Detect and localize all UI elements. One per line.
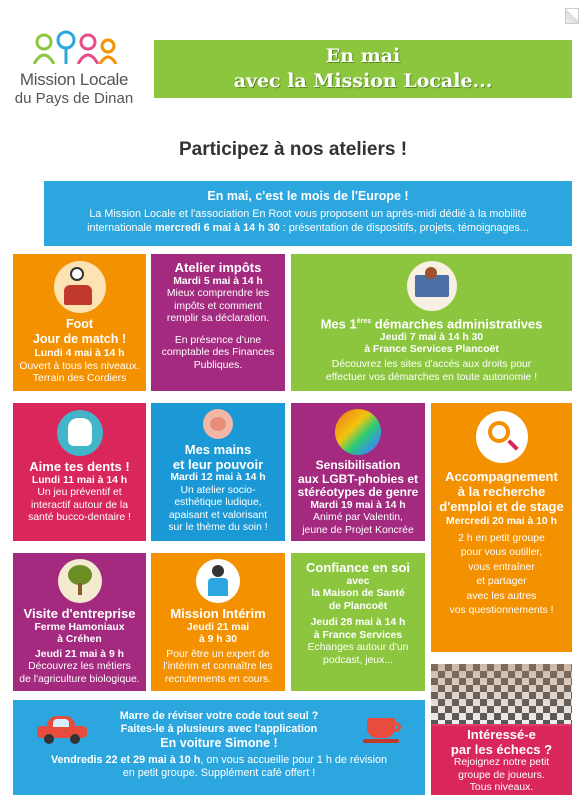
demarches-tile xyxy=(291,254,572,391)
europe-line1: La Mission Locale et l'association En Root vous proposent un après-midi dédié à la mobilité xyxy=(89,207,527,220)
mains-desc-4: sur le thème du soin ! xyxy=(168,522,268,534)
lgbt-desc-1: Animé par Valentin, xyxy=(313,512,403,524)
dents-desc-1: Un jeu préventif et xyxy=(37,487,122,499)
tooth-icon xyxy=(57,410,103,456)
impots-note-3: Publiques. xyxy=(193,360,243,372)
echecs-desc-1: Rejoignez notre petit xyxy=(453,757,550,769)
dents-desc-3: santé bucco-dentaire ! xyxy=(28,512,131,524)
code-line2: Faites-le à plusieurs avec l'application xyxy=(120,723,318,735)
foot-line1: Ouvert à tous les niveaux. xyxy=(19,360,140,372)
logo-line1: Mission Locale xyxy=(19,70,129,89)
confiance-desc-1: Echanges autour d'un xyxy=(307,642,409,654)
hands-illustration xyxy=(203,409,233,439)
emploi-desc-5: avec les autres xyxy=(466,590,537,602)
diversity-illustration xyxy=(335,409,381,455)
impots-title: Atelier impôts xyxy=(174,260,262,275)
visite-desc-2: de l'agriculture biologique. xyxy=(19,673,140,685)
confiance-date: Jeudi 28 mai à 14 h xyxy=(310,617,406,629)
football-illustration xyxy=(54,261,106,313)
page-subtitle: Participez à nos ateliers ! xyxy=(178,139,408,160)
emploi-desc-2: pour vous outiller, xyxy=(460,547,543,559)
interim-desc-2: l'intérim et connaître les xyxy=(163,661,273,673)
echecs-desc-3: Tous niveaux. xyxy=(469,782,534,794)
interim-title: Mission Intérim xyxy=(170,606,266,621)
impots-desc-1: Mieux comprendre les xyxy=(166,288,270,300)
impots-date: Mardi 5 mai à 14 h xyxy=(173,275,263,287)
emploi-tile xyxy=(431,403,572,652)
confiance-title: Confiance en soi xyxy=(305,560,411,575)
mains-desc-1: Un atelier socio- xyxy=(180,484,256,496)
impots-desc-3: remplir sa déclaration. xyxy=(166,313,270,325)
interim-date1: Jeudi 21 mai xyxy=(186,621,250,633)
header-banner xyxy=(154,40,572,98)
emploi-desc-6: vos questionnements ! xyxy=(449,605,554,617)
lgbt-title1: Sensibilisation xyxy=(315,458,401,472)
visite-sub2: à Créhen xyxy=(57,634,102,646)
visite-desc-1: Découvrez les métiers xyxy=(28,661,131,673)
mains-desc-3: apaisant et valorisant xyxy=(168,509,268,521)
code-tile xyxy=(13,700,425,795)
banner-line2: avec la Mission Locale... xyxy=(233,70,493,92)
emploi-desc-1: 2 h en petit groupe xyxy=(458,532,545,544)
demarches-title: Mes 1ères démarches administratives xyxy=(320,316,543,332)
demarches-date: Jeudi 7 mai à 14 h 30 xyxy=(379,331,484,343)
lgbt-tile xyxy=(291,403,425,541)
dents-date: Lundi 11 mai à 14 h xyxy=(31,474,128,486)
demarches-place: à France Services Plancoët xyxy=(364,344,499,356)
interim-tile xyxy=(151,553,285,691)
tree-illustration xyxy=(58,559,102,603)
demarches-line1: Découvrez les sites d'accès aux droits pour xyxy=(331,359,532,371)
foot-line2: Terrain des Cordiers xyxy=(32,373,127,385)
mains-date: Mardi 12 mai à 14 h xyxy=(170,472,266,483)
code-line4: Vendredis 22 et 29 mai à 10 h, on vous accueille pour 1 h de révision xyxy=(50,753,388,766)
visite-sub1: Ferme Hamoniaux xyxy=(34,621,125,633)
foot-date: Lundi 4 mai à 14 h xyxy=(34,348,125,359)
mains-tile xyxy=(151,403,285,541)
echecs-desc-2: groupe de joueurs. xyxy=(458,769,545,781)
demarches-line2: effectuer vos démarches en toute autonomie ! xyxy=(325,371,538,383)
interim-desc-1: Pour être un expert de xyxy=(166,648,270,660)
interim-illustration xyxy=(196,559,240,603)
foot-tile xyxy=(13,254,146,391)
echecs-title2: par les échecs ? xyxy=(450,741,553,757)
impots-desc-2: impôts et comment xyxy=(174,300,262,312)
visite-title: Visite d'entreprise xyxy=(23,606,136,621)
lgbt-desc-2: jeune de Projet Koncrée xyxy=(302,524,414,536)
dents-tile xyxy=(13,403,146,541)
impots-tile xyxy=(151,254,285,391)
foot-title2: Jour de match ! xyxy=(32,331,127,346)
emploi-title-3: d'emploi et de stage xyxy=(439,499,564,514)
interim-date2: à 9 h 30 xyxy=(198,634,238,646)
confiance-place: à France Services xyxy=(313,629,403,641)
confiance-tile xyxy=(291,553,425,691)
job-search-illustration xyxy=(476,411,528,463)
coffee-cup-icon xyxy=(367,718,405,744)
dents-desc-2: interactif autour de la xyxy=(30,499,129,511)
admin-illustration xyxy=(407,261,457,311)
lgbt-title3: stéréotypes de genre xyxy=(297,485,419,499)
confiance-sub-2: la Maison de Santé xyxy=(311,588,405,600)
dents-title: Aime tes dents ! xyxy=(29,459,130,474)
emploi-title-2: à la recherche xyxy=(457,484,546,499)
emploi-desc-4: et partager xyxy=(476,576,527,588)
logo-figures-icon xyxy=(14,30,134,64)
emploi-title-1: Accompagnement xyxy=(445,469,558,484)
echecs-tile xyxy=(431,664,572,795)
code-line3: En voiture Simone ! xyxy=(160,736,278,750)
europe-title: En mai, c'est le mois de l'Europe ! xyxy=(207,189,409,203)
europe-line2: internationale mercredi 6 mai à 14 h 30 : présentation de dispositifs, projets, témoignages... xyxy=(87,222,529,235)
mains-title2: et leur pouvoir xyxy=(172,456,264,472)
mains-title1: Mes mains xyxy=(184,442,252,457)
confiance-desc-2: podcast, jeux... xyxy=(323,655,393,667)
chess-photo xyxy=(431,664,572,724)
logo-line2: du Pays de Dinan xyxy=(14,90,134,107)
emploi-date: Mercredi 20 mai à 10 h xyxy=(446,516,557,527)
lgbt-title2: aux LGBT-phobies et xyxy=(297,471,418,486)
impots-note-2: comptable des Finances xyxy=(161,347,275,359)
interim-desc-3: recrutements en cours. xyxy=(164,673,272,685)
europe-tile xyxy=(44,181,572,246)
banner-line1: En mai xyxy=(325,45,401,67)
impots-note-1: En présence d'une xyxy=(174,334,262,346)
visite-date: Jeudi 21 mai à 9 h xyxy=(35,648,124,660)
emploi-desc-3: vous entraîner xyxy=(468,561,535,573)
echecs-title1: Intéressé-e xyxy=(467,727,536,743)
visite-tile xyxy=(13,553,146,691)
mains-desc-2: esthétique ludique, xyxy=(174,497,262,509)
code-line1: Marre de réviser votre code tout seul ? xyxy=(119,710,319,722)
lgbt-date: Mardi 19 mai à 14 h xyxy=(310,499,406,511)
confiance-sub-3: de Plancoët xyxy=(328,600,388,612)
logo xyxy=(14,30,134,120)
code-line5: en petit groupe. Supplément café offert ! xyxy=(122,766,316,779)
foot-title1: Foot xyxy=(65,317,94,331)
confiance-sub-1: avec xyxy=(346,575,370,587)
document-fold-icon xyxy=(565,8,579,24)
car-icon xyxy=(37,716,87,744)
